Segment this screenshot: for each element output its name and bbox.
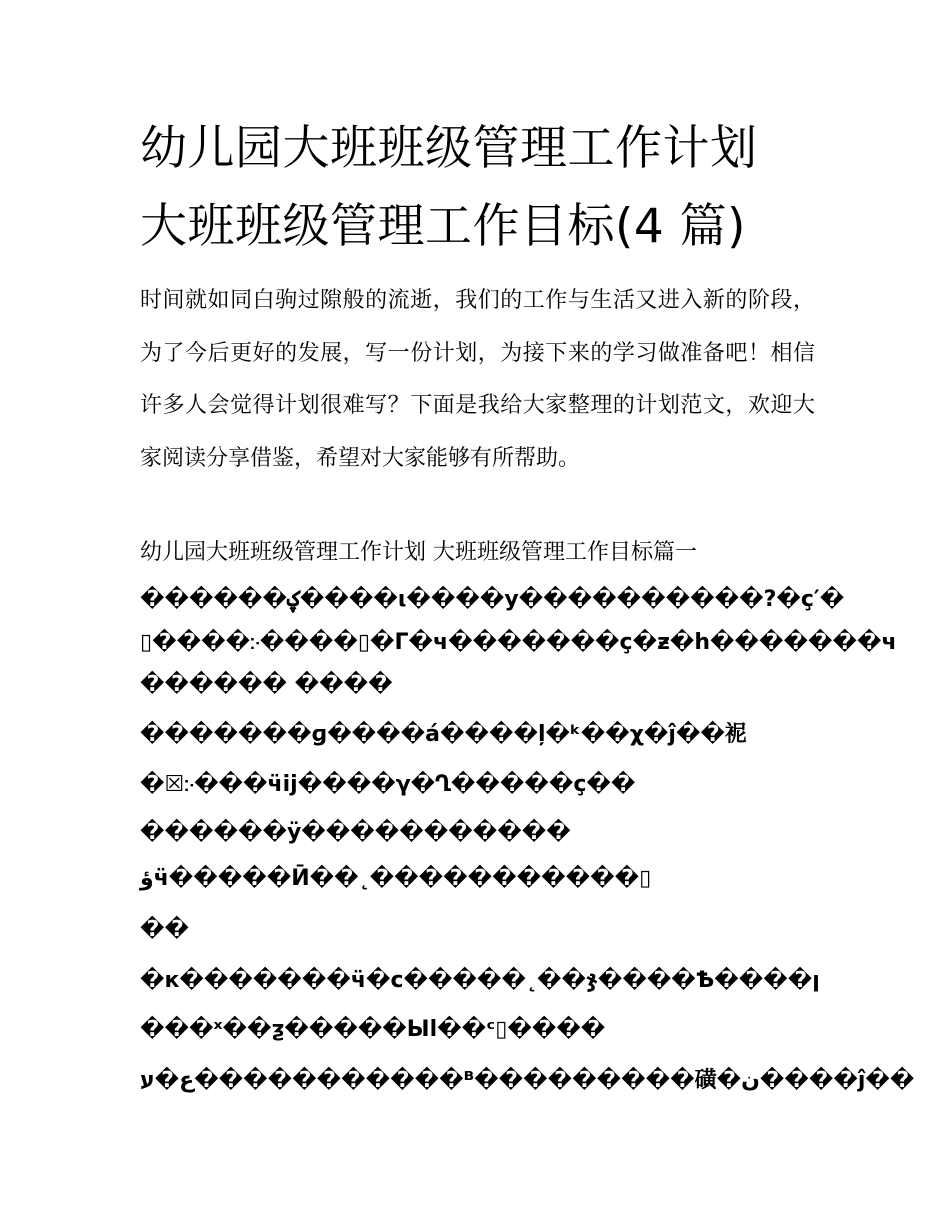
- document-title-line-1: 幼儿园大班班级管理工作计划: [140, 121, 758, 176]
- garbled-text-line: �☒჻���ӵij����γ�Ղ�����ç��: [140, 772, 636, 797]
- document-title-line-2: 大班班级管理工作目标(4 篇): [140, 199, 747, 254]
- garbled-text-line: ع�ע�����������ᴮ���������磺�ن����ĵ��: [140, 1068, 915, 1093]
- garbled-text-line: ������ӱ�����������: [140, 820, 571, 845]
- garbled-text-line: ������ؼ����ι����y����������?�ç′�: [140, 587, 845, 612]
- intro-paragraph: 时间就如同白驹过隙般的流逝，我们的工作与生活又进入新的阶段，为了今后更好的发展，写一份计划，为接下来的学习做准备吧！相信许多人会觉得计划很难写？下面是我给大家整理的计划范文，欢迎大家阅读分享借鉴，希望对大家能够有所帮助。: [140, 288, 815, 471]
- garbled-text-line: ▯����჻����▯�Г�ч�������ç�ƶ�h�������ч: [140, 630, 897, 655]
- garbled-text-line: �к�������ӵ�с�����˛��ჯ����Ѣ����ꞁ: [140, 968, 820, 993]
- garbled-text-line: ������ ����: [140, 672, 393, 697]
- garbled-text-line: ���ˣ��ƺ�����Ыl��ᶜ▯����: [140, 1017, 606, 1042]
- garbled-text-line: �������ɡ����á����ļ�ᵏ��χ�ĵ��䘦: [140, 722, 747, 747]
- garbled-text-line: ��: [140, 917, 189, 942]
- section-heading: 幼儿园大班班级管理工作计划 大班班级管理工作目标篇一: [140, 540, 697, 565]
- garbled-text-line: ؤӵ�����Ӣ��˛�����������▯: [140, 866, 652, 891]
